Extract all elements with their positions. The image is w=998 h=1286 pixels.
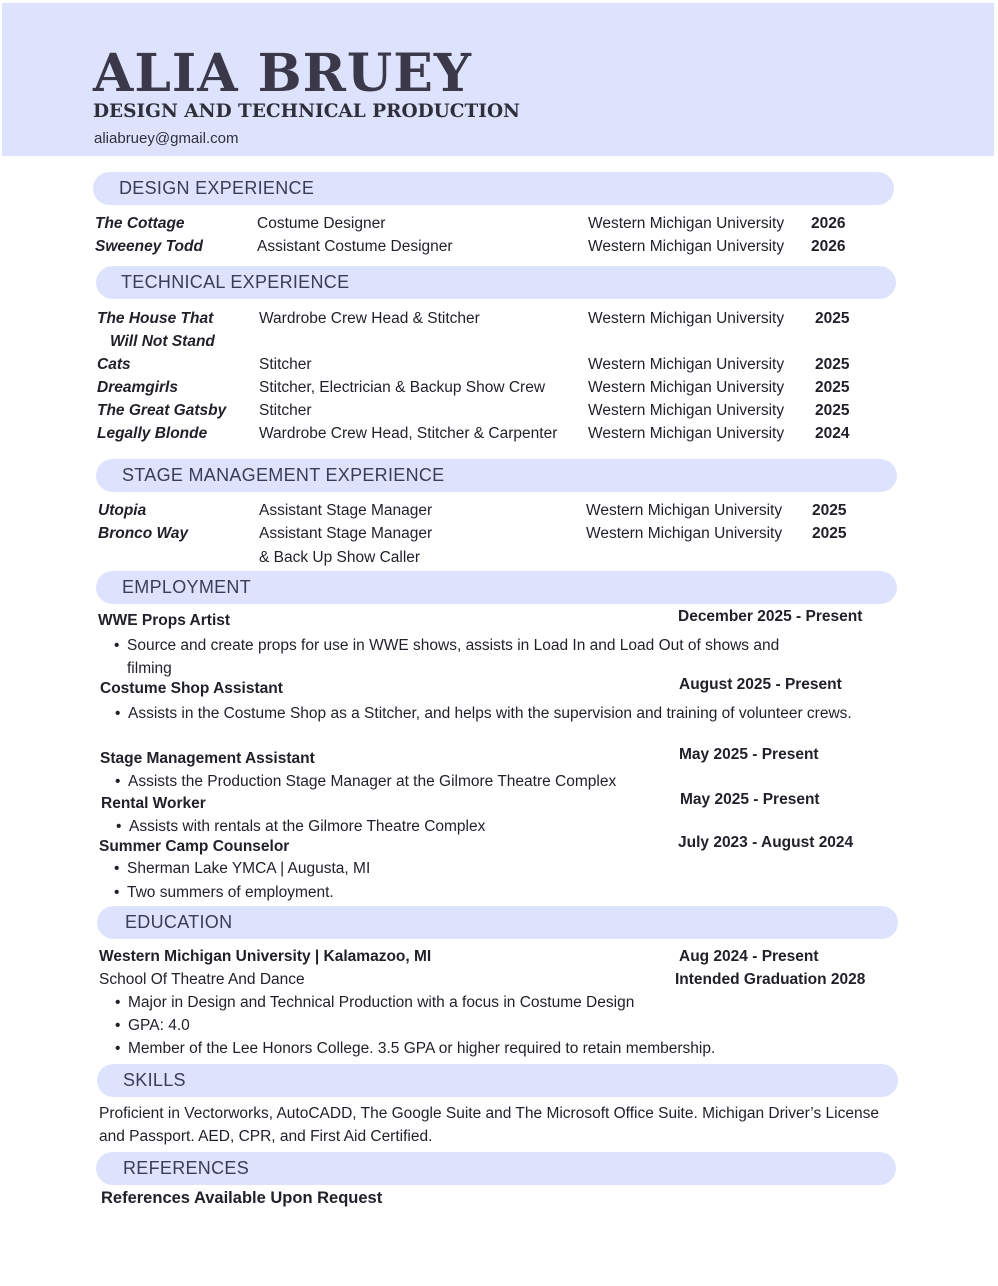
year: 2025 (815, 402, 850, 419)
year: 2025 (812, 502, 847, 519)
email-address: aliabruey@gmail.com (94, 130, 239, 147)
role: Stitcher (259, 356, 312, 373)
section-title: TECHNICAL EXPERIENCE (121, 272, 350, 292)
section-title: SKILLS (123, 1070, 186, 1090)
show-title: Sweeney Todd (95, 238, 203, 255)
show-title: Bronco Way (98, 525, 189, 542)
organization: Western Michigan University (588, 310, 785, 327)
section-header-skills (97, 1064, 898, 1097)
job-bullet: • Source and create props for use in WWE shows, assists in Load In and Load Out of shows and filming (127, 634, 827, 680)
show-title: Cats (97, 356, 131, 373)
section-header-design (93, 172, 894, 205)
section-title: STAGE MANAGEMENT EXPERIENCE (122, 465, 445, 485)
job-title: Rental Worker (101, 795, 206, 812)
show-title: The Cottage (95, 215, 185, 232)
job-title: Summer Camp Counselor (99, 838, 290, 855)
section-header-employment (96, 571, 897, 604)
applicant-title: DESIGN AND TECHNICAL PRODUCTION (93, 101, 520, 122)
section-header-stage-management (96, 459, 897, 492)
job-dates: August 2025 - Present (679, 676, 842, 693)
year: 2026 (811, 238, 846, 255)
section-title: EDUCATION (125, 912, 233, 932)
department: School Of Theatre And Dance (99, 971, 305, 988)
show-title: Utopia (98, 502, 147, 519)
references-text: References Available Upon Request (101, 1189, 383, 1207)
job-bullet: • Sherman Lake YMCA | Augusta, MI (127, 859, 370, 879)
applicant-name: ALIA BRUEY (93, 43, 472, 104)
section-header-education (97, 906, 898, 939)
education-bullet: • Member of the Lee Honors College. 3.5 GPA or higher required to retain membership. (128, 1039, 715, 1059)
job-title: Costume Shop Assistant (100, 680, 283, 697)
section-title: DESIGN EXPERIENCE (119, 178, 315, 198)
job-dates: May 2025 - Present (679, 746, 819, 763)
organization: Western Michigan University (588, 238, 785, 255)
organization: Western Michigan University (586, 525, 783, 542)
job-bullet: • Two summers of employment. (127, 883, 334, 903)
show-title: Legally Blonde (97, 425, 208, 442)
role: Wardrobe Crew Head, Stitcher & Carpenter (259, 425, 558, 442)
role: Assistant Costume Designer (257, 238, 453, 255)
role-continued: & Back Up Show Caller (259, 549, 421, 566)
job-dates: December 2025 - Present (678, 608, 863, 625)
education-bullet: • GPA: 4.0 (128, 1016, 190, 1036)
role: Wardrobe Crew Head & Stitcher (259, 310, 480, 327)
job-dates: July 2023 - August 2024 (678, 834, 854, 851)
show-title: The House That (97, 310, 214, 327)
section-title: REFERENCES (123, 1158, 250, 1178)
job-title: WWE Props Artist (98, 612, 231, 629)
education-dates: Aug 2024 - Present (679, 948, 819, 965)
year: 2025 (815, 356, 850, 373)
role: Assistant Stage Manager (259, 525, 433, 542)
show-title-continued: Will Not Stand (110, 333, 215, 350)
year: 2026 (811, 215, 846, 232)
organization: Western Michigan University (588, 425, 785, 442)
school-name: Western Michigan University | Kalamazoo, MI (99, 948, 432, 965)
job-dates: May 2025 - Present (680, 791, 820, 808)
section-header-references (96, 1152, 896, 1185)
role: Assistant Stage Manager (259, 502, 433, 519)
year: 2025 (812, 525, 847, 542)
graduation-date: Intended Graduation 2028 (675, 971, 866, 988)
organization: Western Michigan University (588, 402, 785, 419)
organization: Western Michigan University (588, 215, 785, 232)
job-title: Stage Management Assistant (100, 750, 315, 767)
education-bullet: • Major in Design and Technical Production with a focus in Costume Design (128, 993, 634, 1013)
year: 2025 (815, 379, 850, 396)
organization: Western Michigan University (588, 379, 785, 396)
year: 2024 (815, 425, 850, 442)
job-bullet: • Assists the Production Stage Manager at the Gilmore Theatre Complex (128, 772, 616, 792)
role: Stitcher (259, 402, 312, 419)
job-bullet: • Assists with rentals at the Gilmore Theatre Complex (129, 817, 485, 837)
job-bullet: • Assists in the Costume Shop as a Stitcher, and helps with the supervision and training of volunteer crews. (128, 702, 858, 725)
organization: Western Michigan University (586, 502, 783, 519)
section-title: EMPLOYMENT (122, 577, 252, 597)
organization: Western Michigan University (588, 356, 785, 373)
show-title: Dreamgirls (97, 379, 178, 396)
role: Costume Designer (257, 215, 386, 232)
role: Stitcher, Electrician & Backup Show Crew (259, 379, 546, 396)
show-title: The Great Gatsby (97, 402, 227, 419)
section-header-technical (96, 266, 896, 299)
skills-text: Proficient in Vectorworks, AutoCADD, The Google Suite and The Microsoft Office Suite. Michigan Driver’s License and Passport. AED, CPR, and First Aid Certified. (99, 1105, 879, 1145)
year: 2025 (815, 310, 850, 327)
